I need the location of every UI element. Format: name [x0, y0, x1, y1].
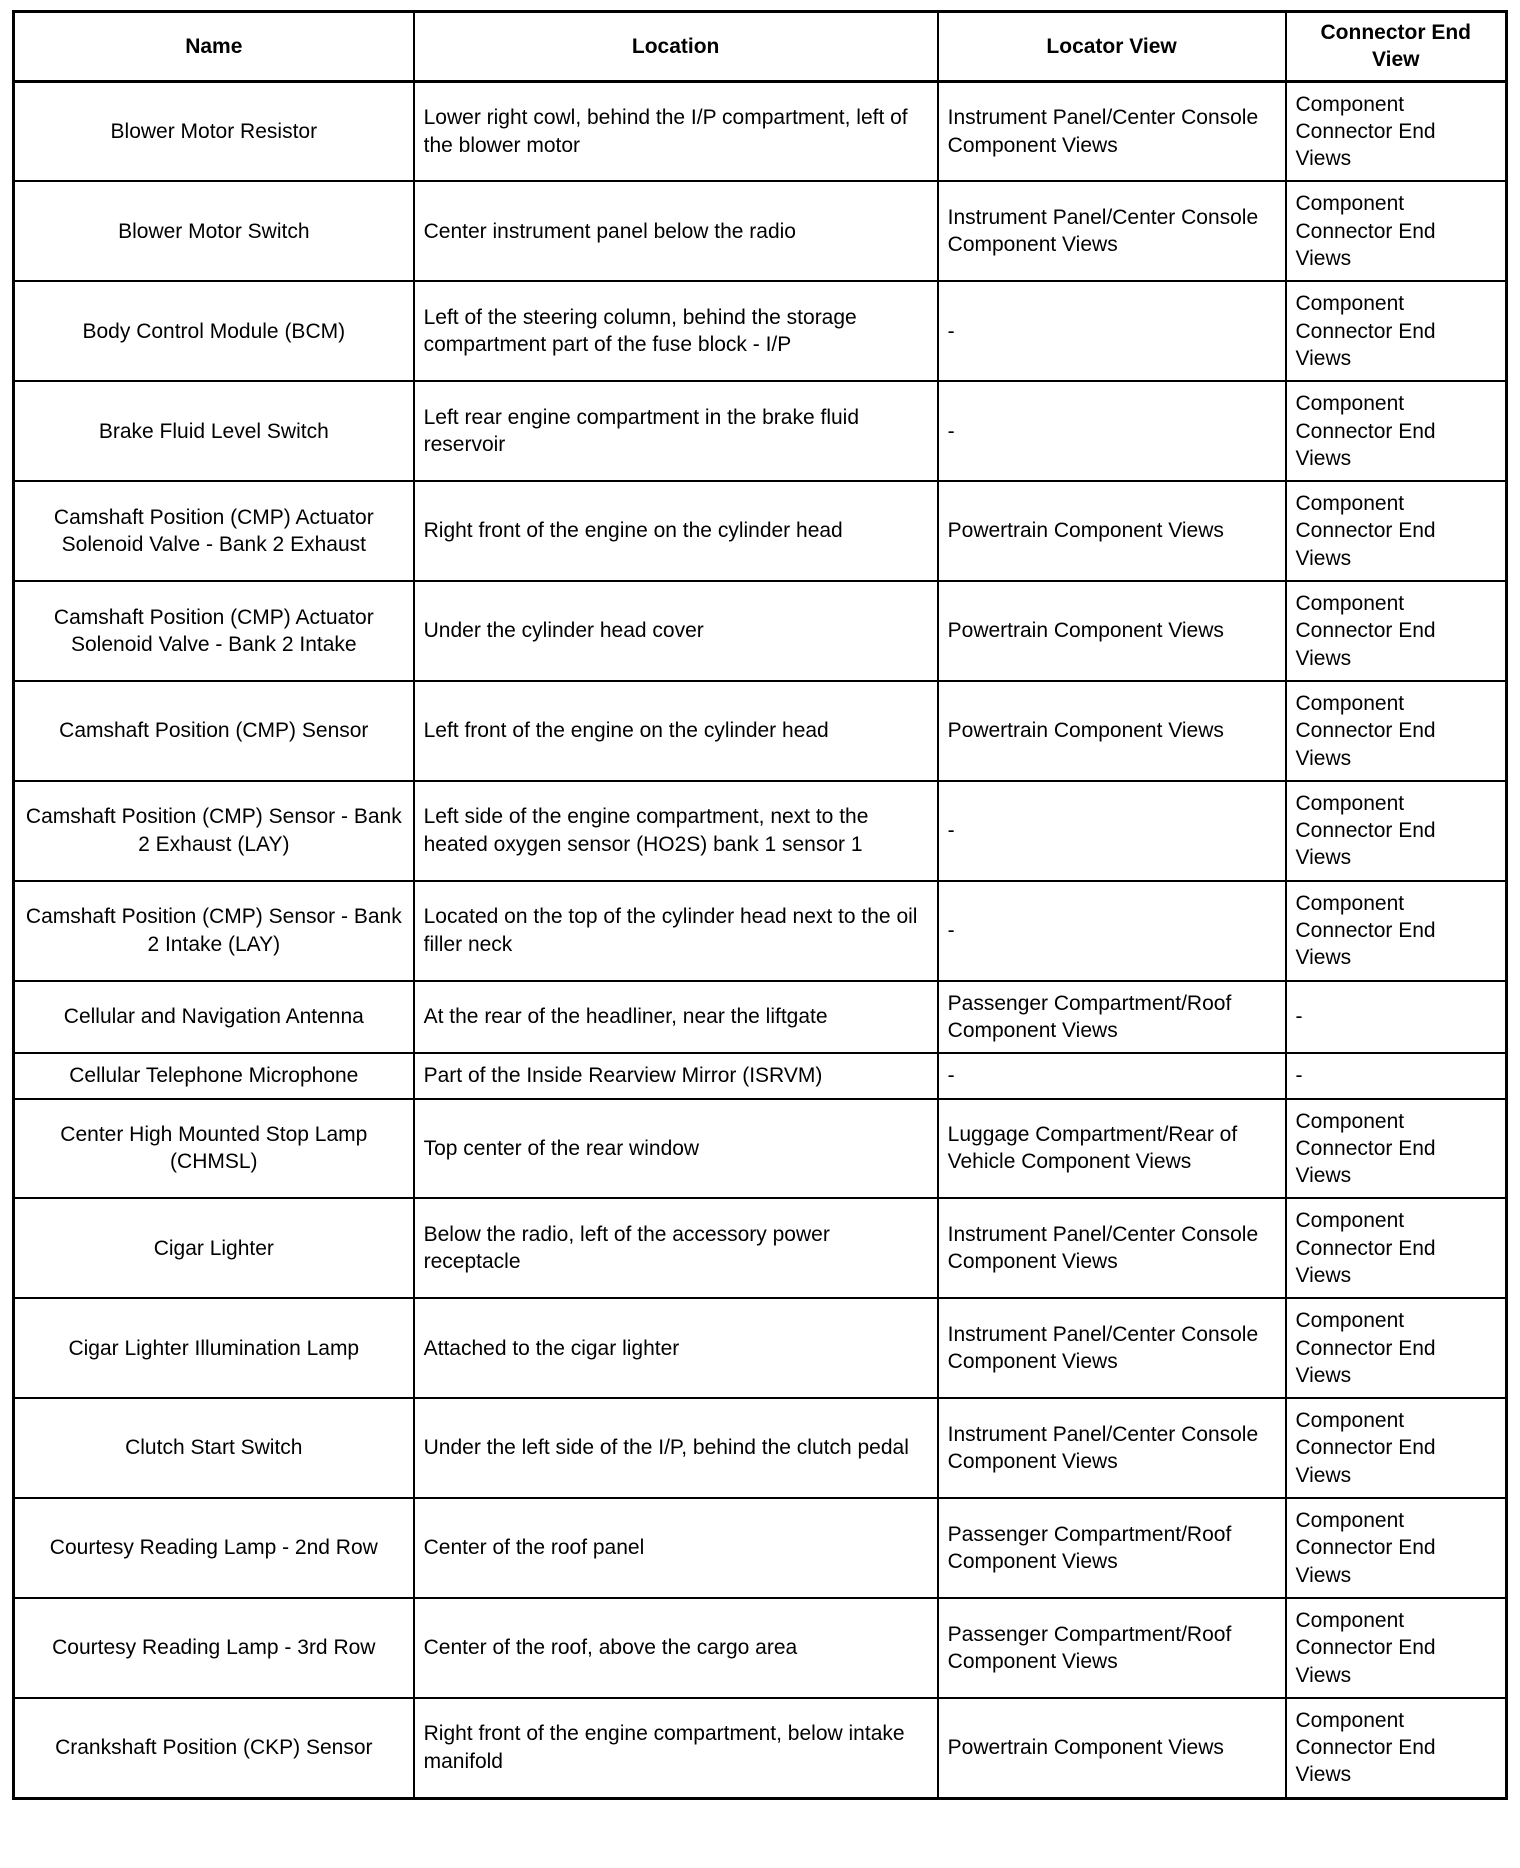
table-header [14, 12, 1507, 82]
cell-locator-view: - [938, 1053, 1286, 1098]
component-location-table [12, 10, 1508, 1800]
cell-connector-end-view: Component Connector End Views [1286, 1099, 1507, 1199]
cell-locator-view: Passenger Compartment/Roof Component Views [938, 981, 1286, 1054]
cell-name: Blower Motor Switch [14, 181, 414, 281]
cell-locator-view: - [938, 281, 1286, 381]
cell-connector-end-view: Component Connector End Views [1286, 81, 1507, 181]
cell-name: Cigar Lighter [14, 1198, 414, 1298]
cell-location: Under the left side of the I/P, behind the clutch pedal [414, 1398, 938, 1498]
cell-locator-view: Instrument Panel/Center Console Component Views [938, 181, 1286, 281]
cell-name: Crankshaft Position (CKP) Sensor [14, 1698, 414, 1798]
cell-name: Courtesy Reading Lamp - 2nd Row [14, 1498, 414, 1598]
table-row [14, 1298, 1507, 1398]
cell-name: Camshaft Position (CMP) Sensor [14, 681, 414, 781]
table-row [14, 281, 1507, 381]
table-row [14, 881, 1507, 981]
cell-location: Center instrument panel below the radio [414, 181, 938, 281]
cell-locator-view: Powertrain Component Views [938, 1698, 1286, 1798]
header-cell-name: Name [14, 12, 414, 82]
cell-name: Center High Mounted Stop Lamp (CHMSL) [14, 1099, 414, 1199]
table-row [14, 781, 1507, 881]
cell-connector-end-view: Component Connector End Views [1286, 1598, 1507, 1698]
cell-name: Clutch Start Switch [14, 1398, 414, 1498]
cell-connector-end-view: Component Connector End Views [1286, 681, 1507, 781]
cell-location: Top center of the rear window [414, 1099, 938, 1199]
cell-locator-view: Powertrain Component Views [938, 581, 1286, 681]
cell-location: Part of the Inside Rearview Mirror (ISRVM) [414, 1053, 938, 1098]
table-row [14, 1099, 1507, 1199]
cell-locator-view: Instrument Panel/Center Console Component Views [938, 1298, 1286, 1398]
cell-locator-view: Instrument Panel/Center Console Component Views [938, 81, 1286, 181]
cell-location: Lower right cowl, behind the I/P compartment, left of the blower motor [414, 81, 938, 181]
cell-name: Cellular and Navigation Antenna [14, 981, 414, 1054]
cell-name: Courtesy Reading Lamp - 3rd Row [14, 1598, 414, 1698]
table-row [14, 1398, 1507, 1498]
cell-name: Brake Fluid Level Switch [14, 381, 414, 481]
cell-locator-view: - [938, 881, 1286, 981]
cell-name: Blower Motor Resistor [14, 81, 414, 181]
header-cell-connector-end-view: Connector End View [1286, 12, 1507, 82]
cell-location: Center of the roof panel [414, 1498, 938, 1598]
header-cell-locator-view: Locator View [938, 12, 1286, 82]
cell-connector-end-view: Component Connector End Views [1286, 181, 1507, 281]
table-row [14, 681, 1507, 781]
cell-locator-view: Luggage Compartment/Rear of Vehicle Component Views [938, 1099, 1286, 1199]
cell-location: Center of the roof, above the cargo area [414, 1598, 938, 1698]
table-row [14, 481, 1507, 581]
cell-connector-end-view: Component Connector End Views [1286, 581, 1507, 681]
cell-locator-view: - [938, 381, 1286, 481]
cell-connector-end-view: Component Connector End Views [1286, 481, 1507, 581]
cell-name: Body Control Module (BCM) [14, 281, 414, 381]
cell-connector-end-view: Component Connector End Views [1286, 1498, 1507, 1598]
table-row [14, 981, 1507, 1054]
cell-locator-view: Instrument Panel/Center Console Component Views [938, 1398, 1286, 1498]
cell-name: Camshaft Position (CMP) Actuator Solenoid Valve - Bank 2 Exhaust [14, 481, 414, 581]
table-row [14, 581, 1507, 681]
cell-name: Cellular Telephone Microphone [14, 1053, 414, 1098]
cell-name: Camshaft Position (CMP) Sensor - Bank 2 Exhaust (LAY) [14, 781, 414, 881]
cell-locator-view: Passenger Compartment/Roof Component Views [938, 1598, 1286, 1698]
table-row [14, 1498, 1507, 1598]
header-row [14, 12, 1507, 82]
cell-connector-end-view: Component Connector End Views [1286, 1398, 1507, 1498]
cell-location: Attached to the cigar lighter [414, 1298, 938, 1398]
cell-locator-view: - [938, 781, 1286, 881]
cell-connector-end-view: Component Connector End Views [1286, 1198, 1507, 1298]
cell-location: Right front of the engine compartment, below intake manifold [414, 1698, 938, 1798]
cell-location: Left side of the engine compartment, next to the heated oxygen sensor (HO2S) bank 1 sensor 1 [414, 781, 938, 881]
cell-connector-end-view: Component Connector End Views [1286, 1298, 1507, 1398]
cell-location: Left of the steering column, behind the storage compartment part of the fuse block - I/P [414, 281, 938, 381]
table-row [14, 1198, 1507, 1298]
cell-location: Left front of the engine on the cylinder head [414, 681, 938, 781]
cell-connector-end-view: Component Connector End Views [1286, 881, 1507, 981]
table-row [14, 1598, 1507, 1698]
table-row [14, 81, 1507, 181]
table-row [14, 1053, 1507, 1098]
cell-location: Located on the top of the cylinder head next to the oil filler neck [414, 881, 938, 981]
cell-location: Left rear engine compartment in the brake fluid reservoir [414, 381, 938, 481]
cell-connector-end-view: Component Connector End Views [1286, 281, 1507, 381]
cell-name: Camshaft Position (CMP) Actuator Solenoid Valve - Bank 2 Intake [14, 581, 414, 681]
cell-connector-end-view: Component Connector End Views [1286, 381, 1507, 481]
cell-location: Under the cylinder head cover [414, 581, 938, 681]
header-cell-location: Location [414, 12, 938, 82]
cell-locator-view: Powertrain Component Views [938, 681, 1286, 781]
cell-location: At the rear of the headliner, near the liftgate [414, 981, 938, 1054]
table-body [14, 81, 1507, 1798]
cell-locator-view: Powertrain Component Views [938, 481, 1286, 581]
table-row [14, 381, 1507, 481]
cell-name: Camshaft Position (CMP) Sensor - Bank 2 Intake (LAY) [14, 881, 414, 981]
cell-location: Right front of the engine on the cylinder head [414, 481, 938, 581]
cell-name: Cigar Lighter Illumination Lamp [14, 1298, 414, 1398]
cell-connector-end-view: - [1286, 1053, 1507, 1098]
cell-location: Below the radio, left of the accessory power receptacle [414, 1198, 938, 1298]
cell-locator-view: Instrument Panel/Center Console Component Views [938, 1198, 1286, 1298]
table-row [14, 1698, 1507, 1798]
cell-connector-end-view: Component Connector End Views [1286, 1698, 1507, 1798]
cell-locator-view: Passenger Compartment/Roof Component Views [938, 1498, 1286, 1598]
table-row [14, 181, 1507, 281]
cell-connector-end-view: - [1286, 981, 1507, 1054]
cell-connector-end-view: Component Connector End Views [1286, 781, 1507, 881]
